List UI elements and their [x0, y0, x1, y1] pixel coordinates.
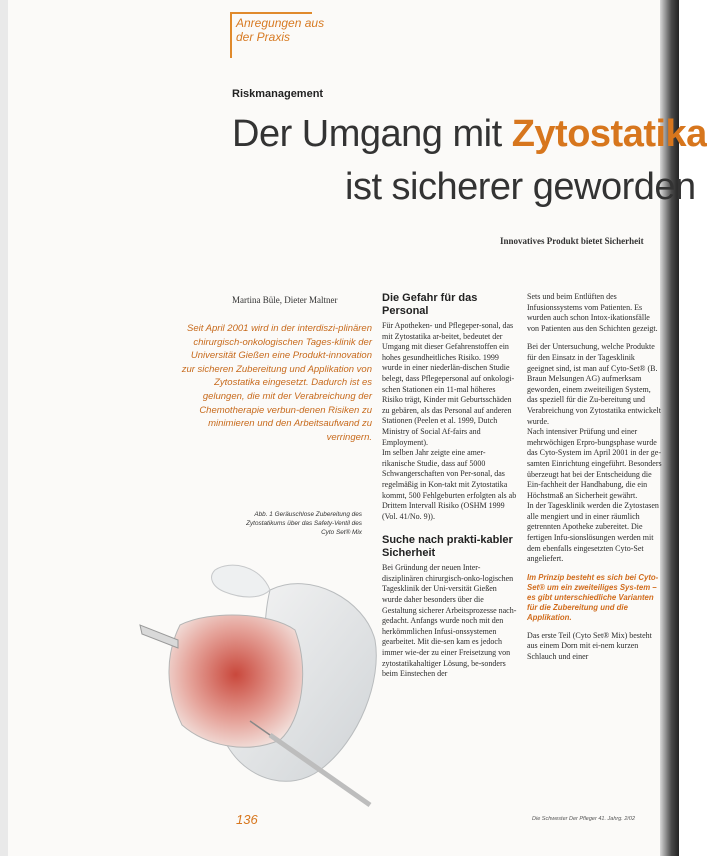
infusion-bag	[169, 615, 303, 747]
journal-footer: Die Schwester Der Pfleger 41. Jahrg. 2/02	[532, 816, 636, 822]
paragraph: Für Apotheken- und Pflegeper-sonal, das mit Zytostatika ar-beitet, bedeutet der Umgang mit dieser Gefahrenstoffen ein hohes gesundheitliches Risiko. 1999 wurde in einer niederlän-dischen Studie belegt, dass Pflegepersonal auf onkologi-schen Stationen ein 11-mal höheres Risiko trägt, Kinder mit Geburtsschäden zu gebären, als das Personal auf anderen Stationen (Peelen et al. 1999, Dutch Ministry of Social Af-fairs and Employment).	[382, 321, 515, 447]
heading-practical-safety: Suche nach prakti-kabler Sicherheit	[382, 534, 513, 559]
headline-part1: Der Umgang mit	[232, 113, 512, 155]
scan-margin	[0, 0, 8, 856]
paragraph: Sets und beim Entlüften des Infusionssystems vom Patienten. Es wurden auch schon Intox-ikationsfälle von Patienten aus den Schichten gezeigt.	[527, 292, 658, 333]
paragraph: Bei der Untersuchung, welche Produkte für den Einsatz in der Tagesklinik geeignet sind, ist man auf Cyto-Set® (B. Braun Melsungen AG) aufmerksam geworden, einem zweiteiligen System, das speziell für die Zu-bereitung und Verabreichung von Zytostatika entwickelt wurde.	[527, 342, 661, 426]
paragraph: Das erste Teil (Cyto Set® Mix) besteht aus einem Dorn mit ei-nem kurzen Schlauch und einer	[527, 630, 652, 662]
page-number: 136	[236, 812, 258, 827]
headline-line1	[232, 112, 707, 156]
paragraph: In der Tagesklinik werden die Zytostasen alle mengiert und in einer räumlich getrennten Apotheke zubereitet. Die fertigen Infu-sionslösungen werden mit dem ebenfalls eingesetzten Cyto-Set angeliefert.	[527, 501, 659, 564]
bag-port	[140, 625, 178, 648]
figure-caption: Abb. 1 Geräuschlose Zubereitung des Zytostatikums über das Safety-Ventil des Cyto Set® Mix	[246, 511, 362, 536]
subheadline: Innovatives Produkt bietet Sicherheit	[500, 236, 644, 246]
paragraph: Bei Gründung der neuen Inter-disziplinären chirurgisch-onko-logischen Tagesklinik der Uni-versität Gießen wurde daher besonders über die Gestaltung sicherer Arbeitsprozesse nach-gedacht. Anfangs wurde noch mit den herkömmlichen Infusi-onssystemen gearbeitet. Mit die-sen kam es jedoch immer wie-der zu einer Freisetzung von zytostatikahaltiger Lösung, be-sonders beim Einstechen der	[382, 563, 517, 679]
heading-risk-staff: Die Gefahr für das Personal	[382, 292, 478, 317]
glove-fingers	[212, 565, 270, 597]
lead-paragraph: Seit April 2001 wird in der interdiszi-plinären chirurgisch-onkologischen Tages-klinik der Universität Gießen eine Produkt-innovation zur sicheren Zubereitung und Applikation von Zytostatika eingesetzt. Dadurch ist es gelungen, die mit der Verabreichung der Chemotherapie verbun-denen Risiken zu minimieren und den Arbeitsaufwand zu verringern.	[181, 323, 372, 443]
section-label: Riskmanagement	[232, 88, 324, 100]
headline-line2: ist sicherer geworden	[345, 166, 696, 208]
text-column-1	[382, 292, 518, 680]
headline-accent: Zytostatika	[511, 113, 707, 155]
paragraph: Nach intensiver Prüfung und einer mehrwöchigen Erpro-bungsphase wurde das Cyto-System im April 2001 in der ge-samten Einrichtung eingeführt. Besonders überzeugt hat bei der Entscheidung die Ein-fachheit der Handhabung, die ein Höchstmaß an Sicherheit gewährt.	[527, 427, 662, 500]
kicker-text: Anregungen aus der Praxis	[236, 16, 325, 44]
authors: Martina Büle, Dieter Maltner	[232, 295, 338, 305]
infusion-bag-photo	[120, 530, 380, 810]
text-column-2	[527, 292, 662, 663]
paragraph: Im selben Jahr zeigte eine amer-rikanische Studie, dass auf 5000 Schwangerschaften von Per-sonal, das regelmäßig in Kon-takt mit Zytostatika kommt, 500 Fehlgeburten erfolgten als ab Drittem Intervall Risiko (OSHM 1999 (Vol. 41/No. 9)).	[382, 448, 517, 521]
pull-quote: Im Prinzip besteht es sich bei Cyto-Set® um ein zweiteiliges Sys-tem – es gibt unterschiedliche Varianten für die Zubereitung und die Applikation.	[527, 572, 659, 622]
